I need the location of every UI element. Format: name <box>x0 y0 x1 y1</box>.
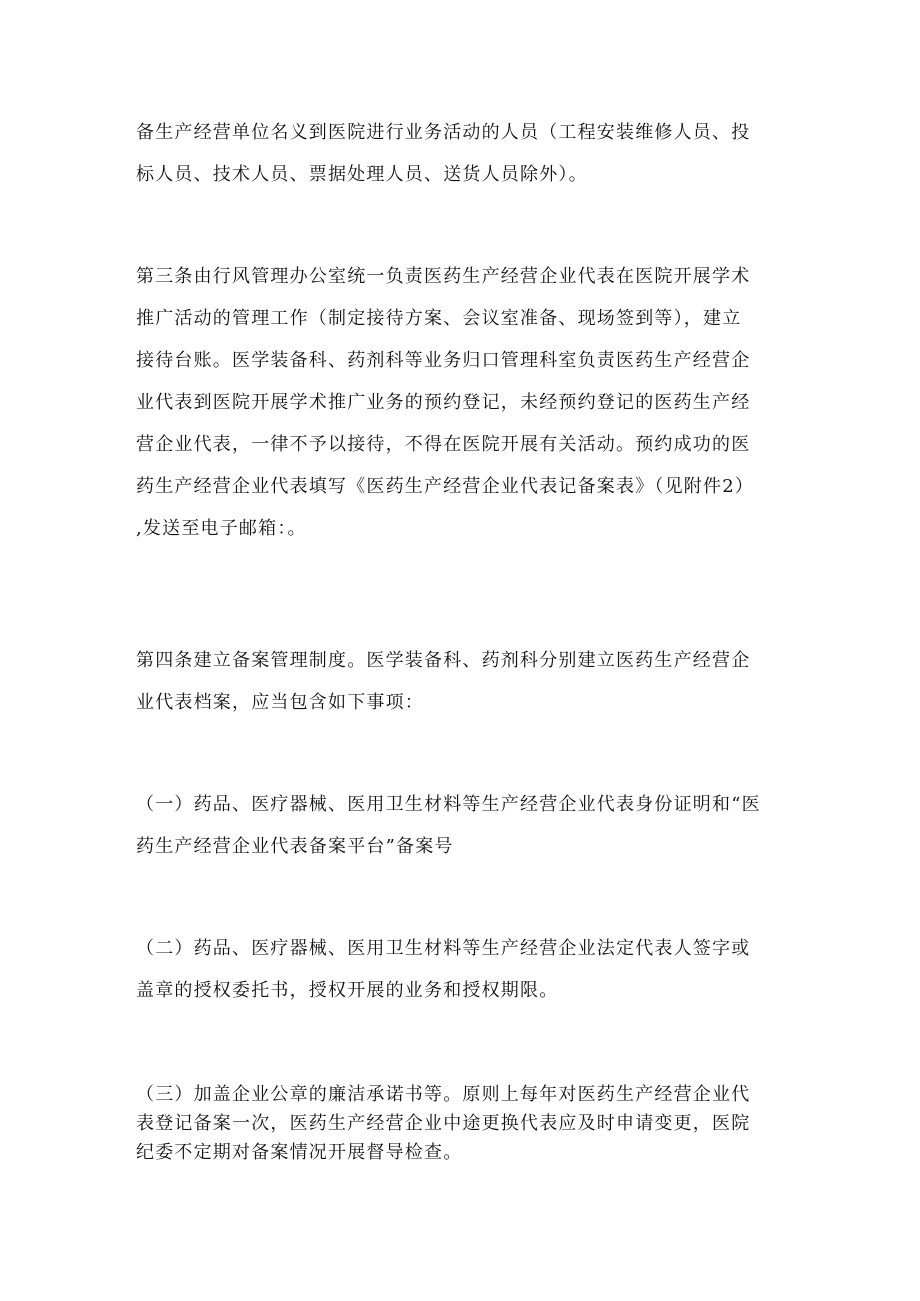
text-line: 业代表档案，应当包含如下事项： <box>136 692 424 713</box>
text-line: 药生产经营企业代表备案平台”备案号 <box>136 836 454 857</box>
text-line: 备生产经营单位名义到医院进行业务活动的人员（工程安装维修人员、投 <box>136 122 751 143</box>
paragraph-item-1 <box>136 784 796 868</box>
paragraph-item-2 <box>136 928 796 1012</box>
text-line: 盖章的授权委托书，授权开展的业务和授权期限。 <box>136 980 559 1001</box>
text-line: 接待台账。医学装备科、药剂科等业务归口管理科室负责医药生产经营企 <box>136 350 751 371</box>
text-line: ,发送至电子邮箱：。 <box>136 518 307 539</box>
text-line: 营企业代表，一律不予以接待，不得在医院开展有关活动。预约成功的医 <box>136 434 751 455</box>
text-line: 业代表到医院开展学术推广业务的预约登记，未经预约登记的医药生产经 <box>136 392 751 413</box>
paragraph-continuation <box>136 112 796 196</box>
paragraph-article-3 <box>136 256 796 550</box>
text-line: （二）药品、医疗器械、医用卫生材料等生产经营企业法定代表人签字或 <box>136 938 751 959</box>
text-line: 第四条建立备案管理制度。医学装备科、药剂科分别建立医药生产经营企 <box>136 650 751 671</box>
text-line: 第三条由行风管理办公室统一负责医药生产经营企业代表在医院开展学术 <box>136 266 751 287</box>
text-line: 表登记备案一次，医药生产经营企业中途更换代表应及时申请变更，医院 <box>136 1113 751 1134</box>
text-line: 药生产经营企业代表填写《医药生产经营企业代表记备案表》（见附件2） <box>136 476 755 497</box>
text-line: （一）药品、医疗器械、医用卫生材料等生产经营企业代表身份证明和“医 <box>136 794 761 815</box>
text-line: （三）加盖企业公章的廉洁承诺书等。原则上每年对医药生产经营企业代 <box>136 1084 751 1105</box>
paragraph-item-3 <box>136 1080 796 1167</box>
text-line: 纪委不定期对备案情况开展督导检查。 <box>136 1142 463 1163</box>
text-line: 推广活动的管理工作（制定接待方案、会议室准备、现场签到等），建立 <box>136 308 742 329</box>
paragraph-article-4 <box>136 640 796 724</box>
text-line: 标人员、技术人员、票据处理人员、送货人员除外）。 <box>136 164 588 185</box>
